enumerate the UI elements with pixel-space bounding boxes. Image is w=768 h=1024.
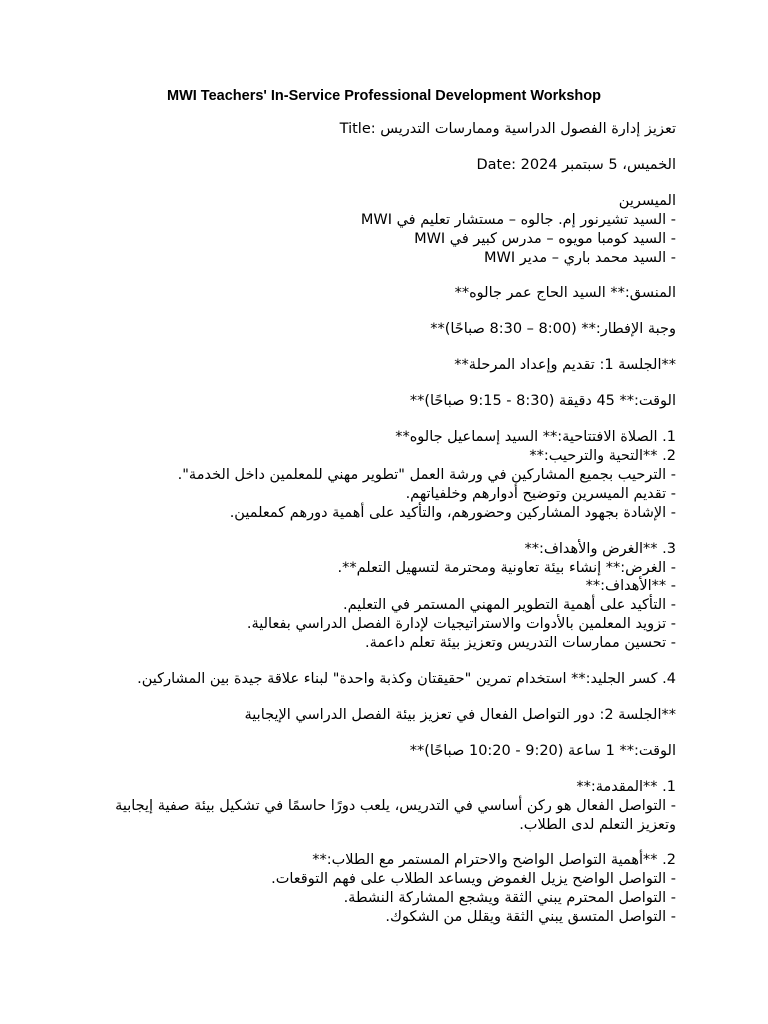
paragraph-gap (90, 834, 676, 851)
document-line: **الجلسة 2: دور التواصل الفعال في تعزيز بيئة الفصل الدراسي الإيجابية (244, 706, 676, 723)
paragraph-gap (90, 303, 676, 320)
document-line: - التواصل المحترم يبني الثقة ويشجع المشاركة النشطة. (343, 890, 676, 907)
document-line: 2. **أهمية التواصل الواضح والاحترام المستمر مع الطلاب:** (312, 852, 676, 869)
document-body (90, 120, 676, 927)
document-line: - السيد كومبا مويوه – مدرس كبير في MWI (414, 230, 676, 247)
document-line: - السيد محمد باري – مدير MWI (484, 249, 676, 266)
document-line: الوقت:** 1 ساعة (9:20 - 10:20 صباحًا)** (409, 742, 676, 759)
paragraph-gap (90, 761, 676, 778)
document-line: - التأكيد على أهمية التطوير المهني المستمر في التعليم. (343, 597, 676, 614)
paragraph-gap (90, 523, 676, 540)
document-line: - الترحيب بجميع المشاركين في ورشة العمل "تطوير مهني للمعلمين داخل الخدمة". (177, 466, 676, 483)
document-line: - تحسين ممارسات التدريس وتعزيز بيئة تعلم داعمة. (365, 635, 676, 652)
paragraph-gap (90, 267, 676, 284)
document-line: 2. **التحية والترحيب:** (529, 447, 676, 464)
document-line: **الجلسة 1: تقديم وإعداد المرحلة** (454, 357, 676, 374)
paragraph-gap (90, 375, 676, 392)
document-line: المنسق:** السيد الحاج عمر جالوه** (454, 285, 676, 302)
document-line: - **الأهداف:** (585, 578, 676, 595)
paragraph-gap (90, 175, 676, 192)
document-line: الميسرين (618, 192, 676, 209)
document-line: وجبة الإفطار:** (8:00 – 8:30 صباحًا)** (430, 321, 676, 338)
document-line: - الغرض:** إنشاء بيئة تعاونية ومحترمة لتسهيل التعلم**. (337, 559, 676, 576)
document-line: - تزويد المعلمين بالأدوات والاستراتيجيات لإدارة الفصل الدراسي بفعالية. (246, 616, 676, 633)
paragraph-gap (90, 689, 676, 706)
document-line: - التواصل الفعال هو ركن أساسي في التدريس، يلعب دورًا حاسمًا في تشكيل بيئة صفية إيجابية وتعزيز التعلم لدى الطلاب. (110, 797, 676, 833)
paragraph-gap (90, 339, 676, 356)
document-title: MWI Teachers' In-Service Professional Development Workshop (166, 88, 601, 104)
paragraph-gap (90, 725, 676, 742)
document-line: - التواصل الواضح يزيل الغموض ويساعد الطلاب على فهم التوقعات. (271, 871, 676, 888)
document-line: 1. **المقدمة:** (576, 778, 676, 795)
document-line: 1. الصلاة الافتتاحية:** السيد إسماعيل جالوه** (395, 429, 676, 446)
document-line: الوقت:** 45 دقيقة (8:30 - 9:15 صباحًا)** (409, 393, 676, 410)
paragraph-gap (90, 411, 676, 428)
document-line: Date: الخميس، 5 سبتمبر 2024 (476, 156, 676, 173)
document-line: 4. كسر الجليد:** استخدام تمرين "حقيقتان وكذبة واحدة" لبناء علاقة جيدة بين المشاركين. (137, 671, 676, 688)
document-line: - السيد تشيرنور إم. جالوه – مستشار تعليم في MWI (360, 211, 676, 228)
document-line: - الإشادة بجهود المشاركين وحضورهم، والتأكيد على أهمية دورهم كمعلمين. (229, 504, 676, 521)
paragraph-gap (90, 653, 676, 670)
document-line: Title: تعزيز إدارة الفصول الدراسية وممارسات التدريس (339, 121, 676, 137)
document-line: 3. **الغرض والأهداف:** (524, 540, 676, 557)
document-line: - التواصل المتسق يبني الثقة ويقلل من الشكوك. (385, 909, 676, 926)
document-line: - تقديم الميسرين وتوضيح أدوارهم وخلفياتهم. (405, 485, 676, 502)
paragraph-gap (90, 139, 676, 156)
